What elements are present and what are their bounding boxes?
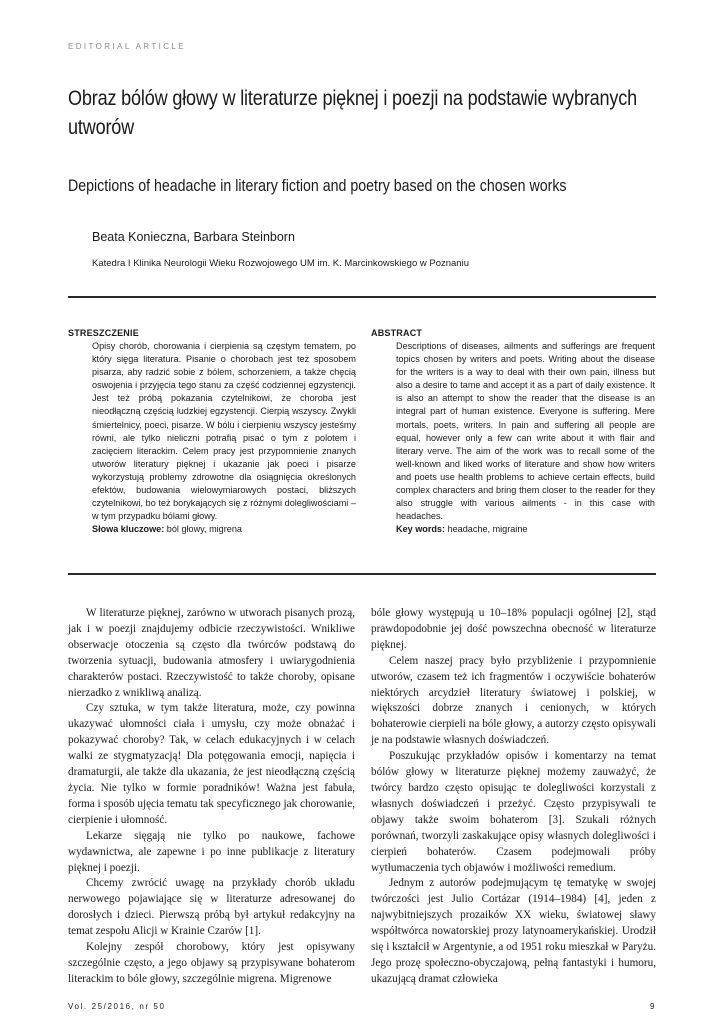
streszczenie-block xyxy=(92,340,356,536)
streszczenie-text: Opisy chorób, chorowania i cierpienia są częstym tematem, po który sięga literatura. Pisanie o chorobach jest też sposobem pisarza, aby radzić sobie z bólem, schorzeniem, a także chęcią oswojenia i przyjęcia tego stanu za część codziennej egzystencji. Jest też próbą pokazania czytelnikowi, że choroba jest nieodłączną częścią ludzkiej egzystencji. Cierpią wszyscy. Zwykli śmiertelnicy, poeci, pisarze. W bólu i cierpieniu wszyscy jesteśmy równi, ale tylko nieliczni potrafią pisać o tym z polotem i zacięciem literackim. Celem pracy jest przypomnienie znanych utworów literatury pięknej i ukazanie jak poeci i pisarze wykorzystują problemy zdrowotne dla osiągnięcia określonych efektów, budowania wielowymiarowych postaci, bliższych czytelnikowi, bo też borykających się z różnymi dolegliwościami – w tym przypadku bólami głowy. xyxy=(92,341,356,522)
abstract-text: Descriptions of diseases, ailments and sufferings are frequent topics chosen by writers and poets. Writing about the disease for the writers is a way to deal with their own pain, illness but also a desire to tame and accept it as a part of daily existence. It is also an attempt to show the reader that the disease is an integral part of human existence. Everyone is suffering. Mere mortals, poets, writers. In pain and suffering all people are equal, however only a few can write about it with flair and literary verve. The aim of the work was to recall some of the well-known and liked works of literature and show how writers and poets use health problems to achieve certain effects, build complex characters and bring them closer to the reader for they also struggle with various ailments - in this case with headaches. xyxy=(396,341,655,522)
title-english: Depictions of headache in literary fiction and poetry based on the chosen works xyxy=(68,177,567,195)
footer-volume: Vol. 25/2016, nr 50 xyxy=(68,1002,166,1011)
body-paragraph: Kolejny zespół chorobowy, który jest opisywany szczególnie często, a jego objawy są przypisywane bohaterom literackim to bóle głowy, szczególnie migrena. Migrenowe xyxy=(68,941,355,985)
body-paragraph: Czy sztuka, w tym także literatura, może, czy powinna ukazywać ułomności ciała i umysłu, czy może obnażać i pokazywać choroby? Tak, w celach edukacyjnych i w celach walki ze stygmatyzacją! Dla potęgowania emocji, napięcia i dramaturgii, ale także dla ukazania, że jest nieodłączną częścią życia. Nie tylko w formie poradników! Ważna jest fabuła, forma i sposób ujęcia tematu tak specyficznego jak chorowanie, cierpienie i ułomność. xyxy=(68,702,355,826)
body-paragraph: Chcemy zwrócić uwagę na przykłady chorób układu nerwowego pojawiające się w literaturze adresowanej do dorosłych i dzieci. Pierwszą próbą był artykuł redakcyjny na temat zespołu Alicji w Krainie Czarów [1]. xyxy=(68,877,355,938)
body-column-left xyxy=(68,606,355,988)
streszczenie-keywords-label: Słowa kluczowe: xyxy=(92,524,165,535)
affiliation: Katedra I Klinika Neurologii Wieku Rozwojowego UM im. K. Marcinkowskiego w Poznaniu xyxy=(92,258,469,269)
page-number: 9 xyxy=(650,1002,655,1011)
body-paragraph: Lekarze sięgają nie tylko po naukowe, fachowe wydawnictwa, ale zapewne i po inne publikacje z literatury pięknej i poezji. xyxy=(68,829,355,874)
title-polish: Obraz bólów głowy w literaturze pięknej i poezji na podstawie wybranych utworów xyxy=(68,87,638,139)
body-paragraph: Poszukując przykładów opisów i komentarzy na temat bólów głowy w literaturze pięknej możemy zauważyć, że twórcy bardzo często opisując te dolegliwości korzystali z własnych doświadczeń i przeżyć. Często przypisywali te objawy także swoim bohaterom [3]. Szukali różnych porównań, tworzyli zaskakujące opisy własnych dolegliwości i cierpień bohaterów. Czasem podejmowali próby wytłumaczenia tych objawów i możliwości remedium. xyxy=(371,750,656,874)
body-column-right xyxy=(371,606,656,988)
abstract-heading: ABSTRACT xyxy=(371,328,423,338)
streszczenie-keywords-value: ból głowy, migrena xyxy=(166,524,242,535)
body-paragraph: bóle głowy występują u 10–18% populacji ogólnej [2], stąd prawdopodobnie jej dość powszechna obecność w literaturze pięknej. xyxy=(371,607,656,651)
section-label: EDITORIAL ARTICLE xyxy=(68,42,187,51)
streszczenie-heading: STRESZCZENIE xyxy=(68,328,139,338)
abstract-block xyxy=(396,340,655,536)
streszczenie-keywords xyxy=(92,523,356,536)
body-paragraph: Celem naszej pracy było przybliżenie i przypomnienie utworów, czasem też ich fragmentów i oczywiście bohaterów niektórych arcydzieł literatury światowej i polskiej, w większości dobrze znanych i cenionych, w których bohaterowie cierpieli na bóle głowy, a autorzy często opisywali je na podstawie własnych doświadczeń. xyxy=(371,654,656,747)
authors: Beata Konieczna, Barbara Steinborn xyxy=(92,230,295,244)
abstract-keywords xyxy=(396,523,655,536)
body-paragraph: Jednym z autorów podejmującym tę tematykę w swojej twórczości jest Julio Cortázar (1914–1984) [4], jeden z najwybitniejszych prozaików XX wieku, światowej sławy współtwórca nowatorskiej prozy latynoamerykańskiej. Urodził się i kształcił w Argentynie, a od 1951 roku mieszkał w Paryżu. Jego prozę społeczno-obyczajową, pełną fantastyki i humoru, ukazującą dramat człowieka xyxy=(371,877,656,985)
divider-top xyxy=(68,296,656,298)
abstract-keywords-label: Key words: xyxy=(396,524,446,535)
body-paragraph: W literaturze pięknej, zarówno w utworach pisanych prozą, jak i w poezji znajdujemy odbicie rzeczywistości. Wnikliwe obserwacje otoczenia są często dla twórców podstawą do tworzenia sytuacji, budowania atmosfery i uwiarygodnienia charakterów postaci. Rzeczywistość to także choroby, opisane nierzadko z wnikliwą analizą. xyxy=(68,607,355,699)
abstract-keywords-value: headache, migraine xyxy=(447,524,528,535)
divider-middle xyxy=(68,573,656,575)
